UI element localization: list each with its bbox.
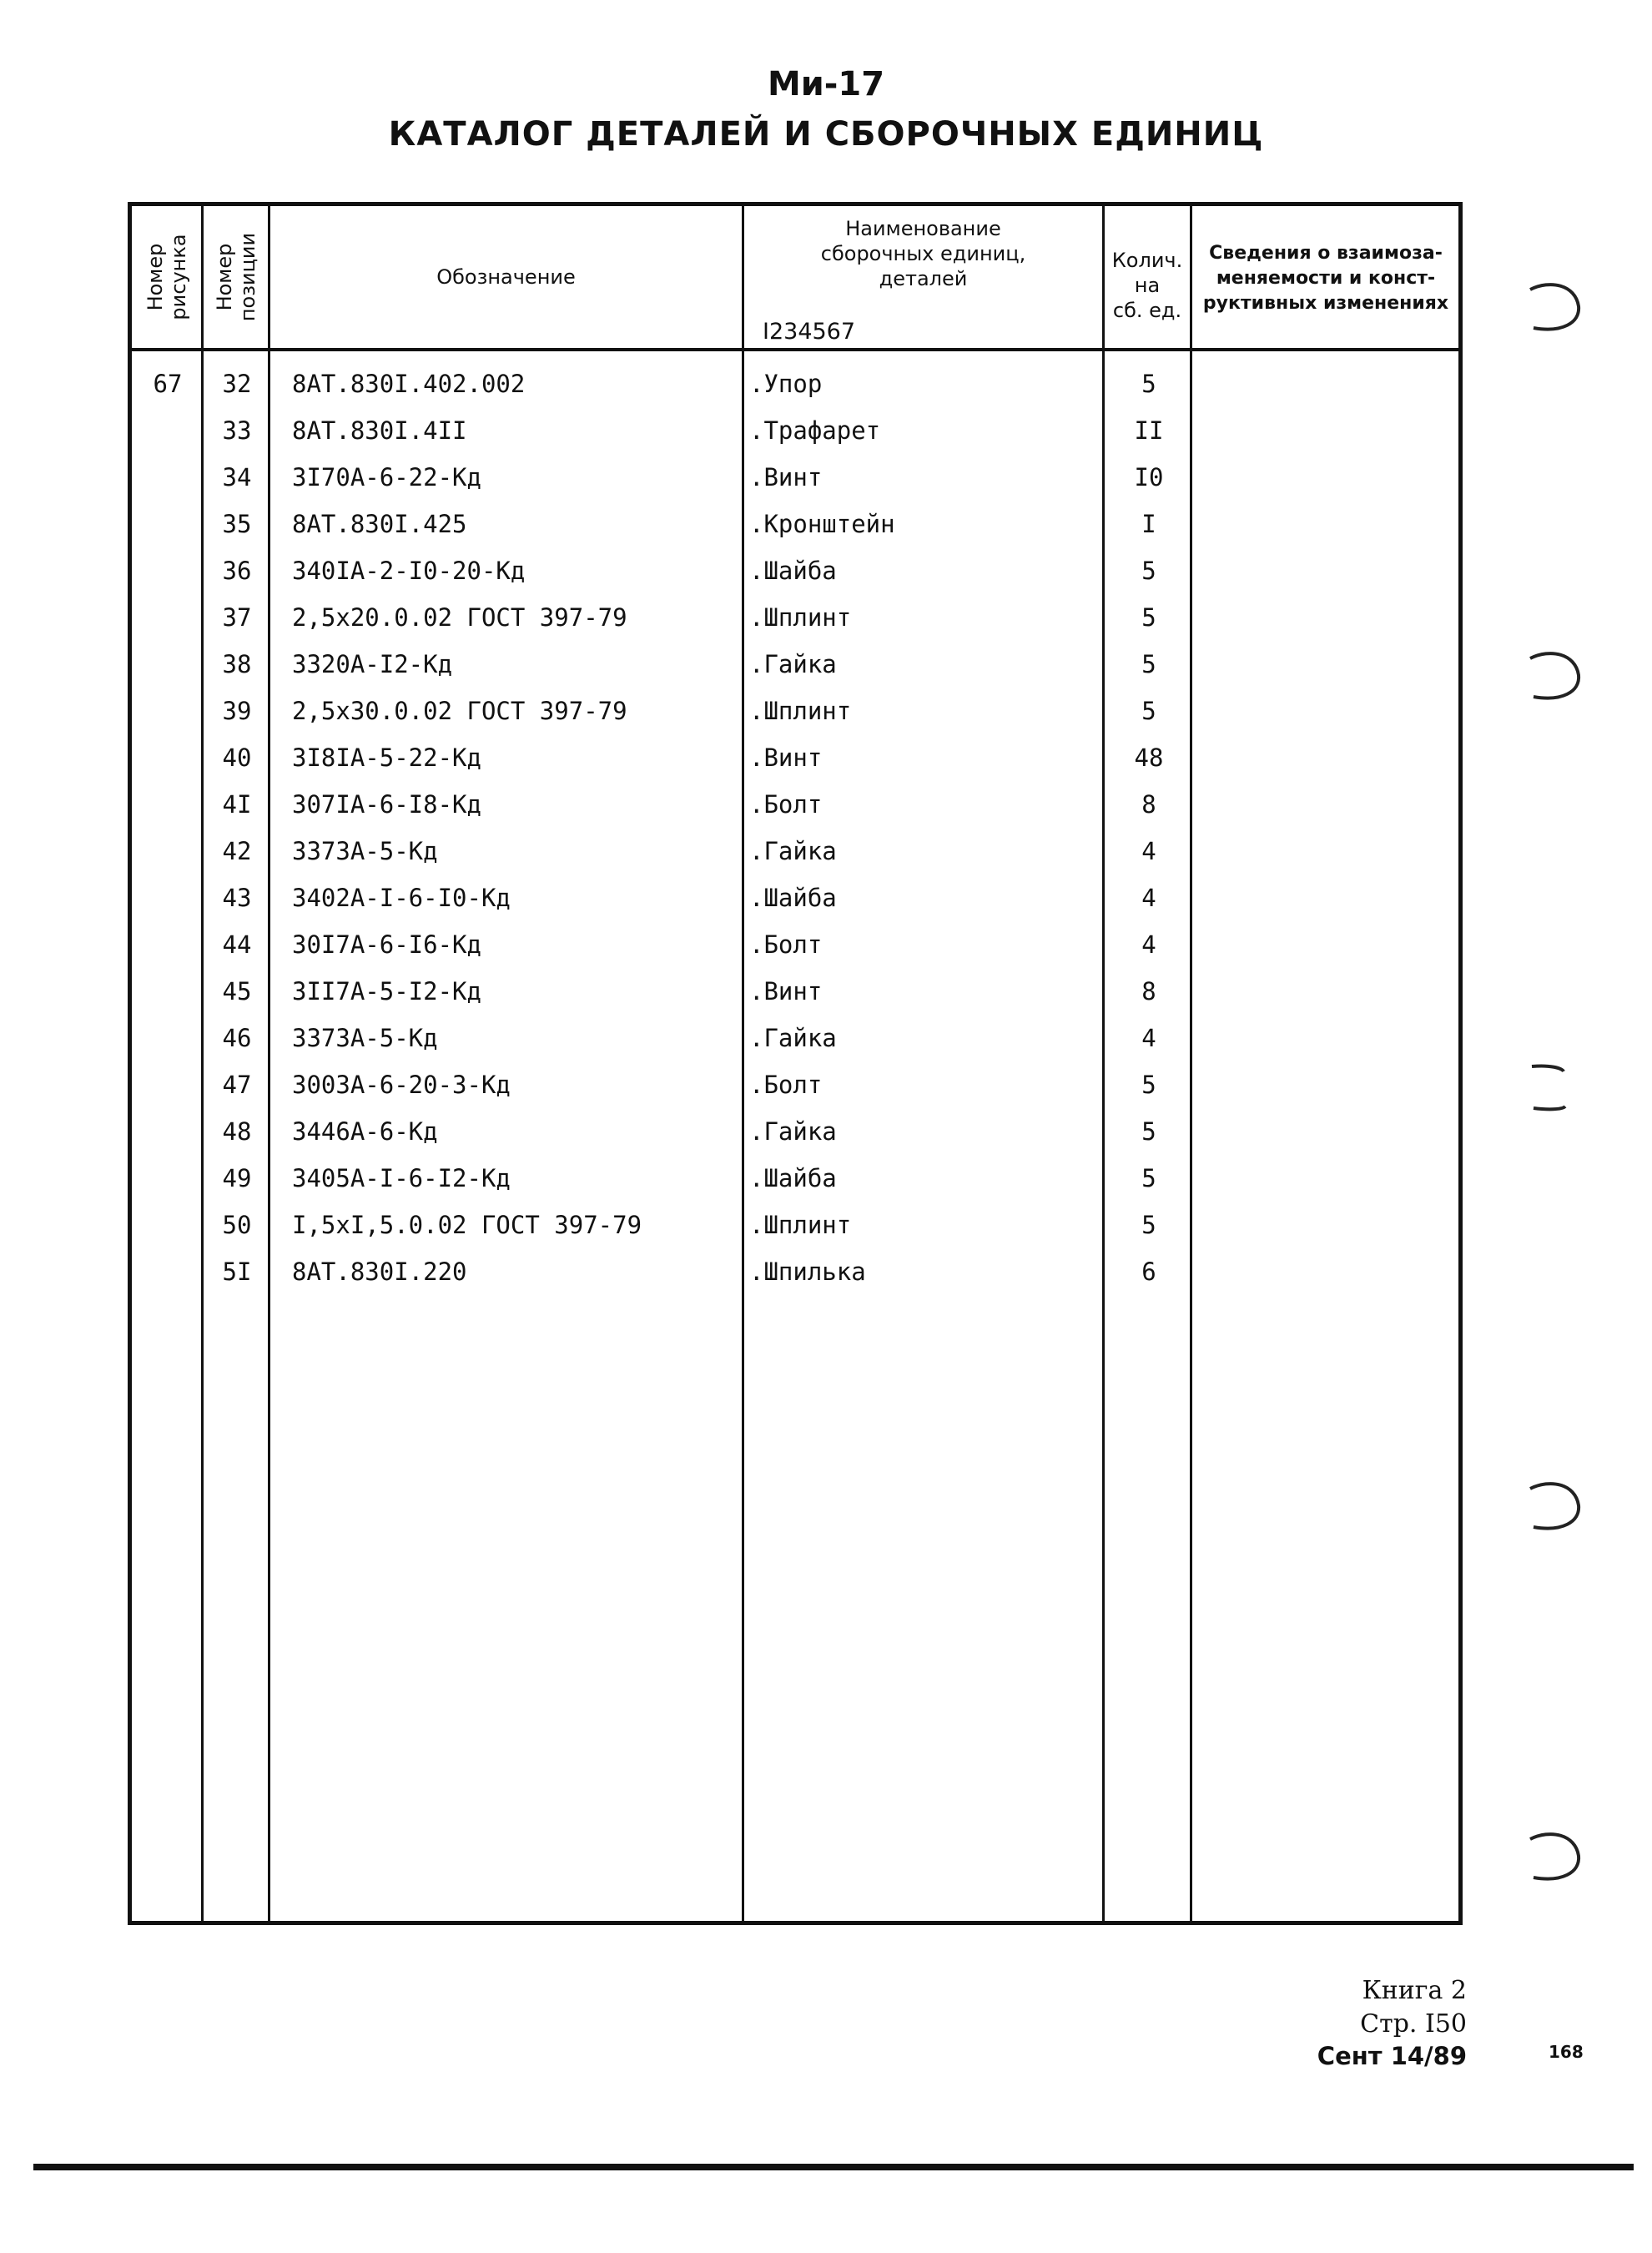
figure-number-cell xyxy=(132,547,204,594)
figure-number-cell xyxy=(132,1108,204,1155)
position-number-cell: 50 xyxy=(222,1211,252,1239)
designation-cell: 3405A-I-6-I2-Кд xyxy=(292,1164,511,1192)
part-name-cell: .Шплинт xyxy=(749,697,852,725)
part-name-cell: .Упор xyxy=(749,370,823,398)
quantity-cell: 5 xyxy=(1141,603,1156,632)
table-row xyxy=(132,407,1458,454)
header-name-code: I234567 xyxy=(763,319,856,345)
designation-cell: 3003A-6-20-3-Кд xyxy=(292,1071,511,1099)
figure-number-cell: 67 xyxy=(153,370,183,398)
table-row xyxy=(132,828,1458,874)
designation-cell: 3446A-6-Кд xyxy=(292,1117,438,1146)
position-number-cell: 44 xyxy=(222,930,252,959)
quantity-cell: II xyxy=(1134,416,1164,445)
part-name-cell: .Трафарет xyxy=(749,416,881,445)
figure-number-cell xyxy=(132,874,204,921)
quantity-cell: 5 xyxy=(1141,370,1156,398)
position-number-cell: 38 xyxy=(222,650,252,678)
header-position-number xyxy=(204,206,268,348)
header-designation xyxy=(270,206,742,348)
hole-mark xyxy=(1525,1827,1587,1888)
designation-cell: 3I8IA-5-22-Кд xyxy=(292,743,481,772)
designation-cell: 3373A-5-Кд xyxy=(292,837,438,865)
position-number-cell: 4I xyxy=(222,790,252,819)
part-name-cell: .Винт xyxy=(749,743,823,772)
quantity-cell: 5 xyxy=(1141,557,1156,585)
header-designation-label: Обозначение xyxy=(436,265,576,289)
figure-number-cell xyxy=(132,1155,204,1202)
hole-mark xyxy=(1525,278,1587,338)
part-name-cell: .Шайба xyxy=(749,1164,837,1192)
header-quantity-line: Колич. xyxy=(1111,249,1183,272)
position-number-cell: 47 xyxy=(222,1071,252,1099)
position-number-cell: 37 xyxy=(222,603,252,632)
part-name-cell: .Болт xyxy=(749,930,823,959)
header-interchangeability-line: руктивных изменениях xyxy=(1202,293,1449,314)
table-row xyxy=(132,688,1458,734)
quantity-cell: 5 xyxy=(1141,1164,1156,1192)
position-number-cell: 40 xyxy=(222,743,252,772)
header-quantity-line: на xyxy=(1134,274,1161,297)
figure-number-cell xyxy=(132,454,204,501)
quantity-cell: 6 xyxy=(1141,1258,1156,1286)
figure-number-cell xyxy=(132,1248,204,1295)
table-row xyxy=(132,501,1458,547)
bottom-rule xyxy=(33,2164,1634,2170)
hole-mark xyxy=(1525,1058,1587,1118)
sheet-number: 168 xyxy=(1549,2042,1584,2062)
header-divider xyxy=(132,348,1458,351)
designation-cell: I,5xI,5.0.02 ГОСТ 397-79 xyxy=(292,1211,642,1239)
quantity-cell: 5 xyxy=(1141,697,1156,725)
designation-cell: 3II7A-5-I2-Кд xyxy=(292,977,481,1006)
header-name-line: сборочных единиц, xyxy=(820,242,1026,265)
table-row xyxy=(132,594,1458,641)
quantity-cell: 4 xyxy=(1141,884,1156,912)
header-figure-number xyxy=(132,206,201,348)
designation-cell: 30I7A-6-I6-Кд xyxy=(292,930,481,959)
figure-number-cell xyxy=(132,921,204,968)
designation-cell: 307IA-6-I8-Кд xyxy=(292,790,481,819)
table-row xyxy=(132,1108,1458,1155)
footer-date: Сент 14/89 xyxy=(1317,2042,1467,2070)
header-figure-number-label: Номер рисунка xyxy=(143,234,190,320)
table-row xyxy=(132,1015,1458,1061)
quantity-cell: 5 xyxy=(1141,1211,1156,1239)
header-name-line: Наименование xyxy=(845,217,1001,240)
footer-book: Книга 2 xyxy=(1362,1976,1467,2005)
designation-cell: 8AT.830I.425 xyxy=(292,510,467,538)
header-quantity-line: сб. ед. xyxy=(1112,299,1182,322)
position-number-cell: 42 xyxy=(222,837,252,865)
table-row xyxy=(132,454,1458,501)
part-name-cell: .Болт xyxy=(749,790,823,819)
designation-cell: 8AT.830I.220 xyxy=(292,1258,467,1286)
figure-number-cell xyxy=(132,594,204,641)
part-name-cell: .Гайка xyxy=(749,1117,837,1146)
figure-number-cell xyxy=(132,781,204,828)
figure-number-cell xyxy=(132,688,204,734)
position-number-cell: 34 xyxy=(222,463,252,491)
table-row xyxy=(132,921,1458,968)
quantity-cell: 8 xyxy=(1141,977,1156,1006)
header-interchangeability-line: меняемости и конст- xyxy=(1216,268,1436,289)
part-name-cell: .Гайка xyxy=(749,837,837,865)
part-name-cell: .Болт xyxy=(749,1071,823,1099)
table-row xyxy=(132,1202,1458,1248)
quantity-cell: 4 xyxy=(1141,930,1156,959)
quantity-cell: 4 xyxy=(1141,837,1156,865)
position-number-cell: 46 xyxy=(222,1024,252,1052)
part-name-cell: .Кронштейн xyxy=(749,510,895,538)
designation-cell: 8AT.830I.402.002 xyxy=(292,370,526,398)
table-row xyxy=(132,1248,1458,1295)
part-name-cell: .Шплинт xyxy=(749,603,852,632)
designation-cell: 3402A-I-6-I0-Кд xyxy=(292,884,511,912)
table-row xyxy=(132,734,1458,781)
table-row xyxy=(132,874,1458,921)
position-number-cell: 43 xyxy=(222,884,252,912)
designation-cell: 2,5x20.0.02 ГОСТ 397-79 xyxy=(292,603,627,632)
table-row xyxy=(132,547,1458,594)
document-subtitle: КАТАЛОГ ДЕТАЛЕЙ И СБОРОЧНЫХ ЕДИНИЦ xyxy=(388,115,1264,154)
table-row xyxy=(132,641,1458,688)
table-row xyxy=(132,968,1458,1015)
part-name-cell: .Шайба xyxy=(749,884,837,912)
quantity-cell: 5 xyxy=(1141,650,1156,678)
figure-number-cell xyxy=(132,734,204,781)
hole-mark xyxy=(1525,647,1587,707)
header-interchangeability-line: Сведения о взаимоза- xyxy=(1209,243,1443,264)
footer-page: Стр. I50 xyxy=(1360,2009,1467,2039)
quantity-cell: I xyxy=(1141,510,1156,538)
figure-number-cell xyxy=(132,501,204,547)
designation-cell: 3I70A-6-22-Кд xyxy=(292,463,481,491)
part-name-cell: .Шплинт xyxy=(749,1211,852,1239)
quantity-cell: 8 xyxy=(1141,790,1156,819)
figure-number-cell xyxy=(132,1061,204,1108)
table-row xyxy=(132,360,1458,407)
part-name-cell: .Винт xyxy=(749,463,823,491)
figure-number-cell xyxy=(132,641,204,688)
position-number-cell: 45 xyxy=(222,977,252,1006)
part-name-cell: .Гайка xyxy=(749,1024,837,1052)
designation-cell: 340IA-2-I0-20-Кд xyxy=(292,557,526,585)
figure-number-cell xyxy=(132,1202,204,1248)
position-number-cell: 48 xyxy=(222,1117,252,1146)
position-number-cell: 35 xyxy=(222,510,252,538)
header-position-number-label: Номер позиции xyxy=(212,232,259,322)
part-name-cell: .Винт xyxy=(749,977,823,1006)
position-number-cell: 36 xyxy=(222,557,252,585)
position-number-cell: 33 xyxy=(222,416,252,445)
header-name xyxy=(744,206,1102,348)
figure-number-cell xyxy=(132,828,204,874)
position-number-cell: 49 xyxy=(222,1164,252,1192)
quantity-cell: 5 xyxy=(1141,1071,1156,1099)
header-name-line: деталей xyxy=(879,267,968,290)
position-number-cell: 39 xyxy=(222,697,252,725)
table-row xyxy=(132,781,1458,828)
figure-number-cell xyxy=(132,968,204,1015)
designation-cell: 2,5x30.0.02 ГОСТ 397-79 xyxy=(292,697,627,725)
part-name-cell: .Шпилька xyxy=(749,1258,866,1286)
header-quantity xyxy=(1105,206,1190,348)
figure-number-cell xyxy=(132,407,204,454)
designation-cell: 3320A-I2-Кд xyxy=(292,650,453,678)
part-name-cell: .Гайка xyxy=(749,650,837,678)
designation-cell: 8AT.830I.4II xyxy=(292,416,467,445)
quantity-cell: I0 xyxy=(1134,463,1164,491)
position-number-cell: 5I xyxy=(222,1258,252,1286)
table-row xyxy=(132,1061,1458,1108)
part-name-cell: .Шайба xyxy=(749,557,837,585)
quantity-cell: 5 xyxy=(1141,1117,1156,1146)
parts-catalog-table xyxy=(128,202,1463,1925)
quantity-cell: 4 xyxy=(1141,1024,1156,1052)
quantity-cell: 48 xyxy=(1134,743,1164,772)
header-interchangeability xyxy=(1192,206,1459,348)
table-row xyxy=(132,1155,1458,1202)
document-title: Ми-17 xyxy=(767,65,885,103)
figure-number-cell xyxy=(132,1015,204,1061)
designation-cell: 3373A-5-Кд xyxy=(292,1024,438,1052)
position-number-cell: 32 xyxy=(222,370,252,398)
hole-mark xyxy=(1525,1477,1587,1537)
